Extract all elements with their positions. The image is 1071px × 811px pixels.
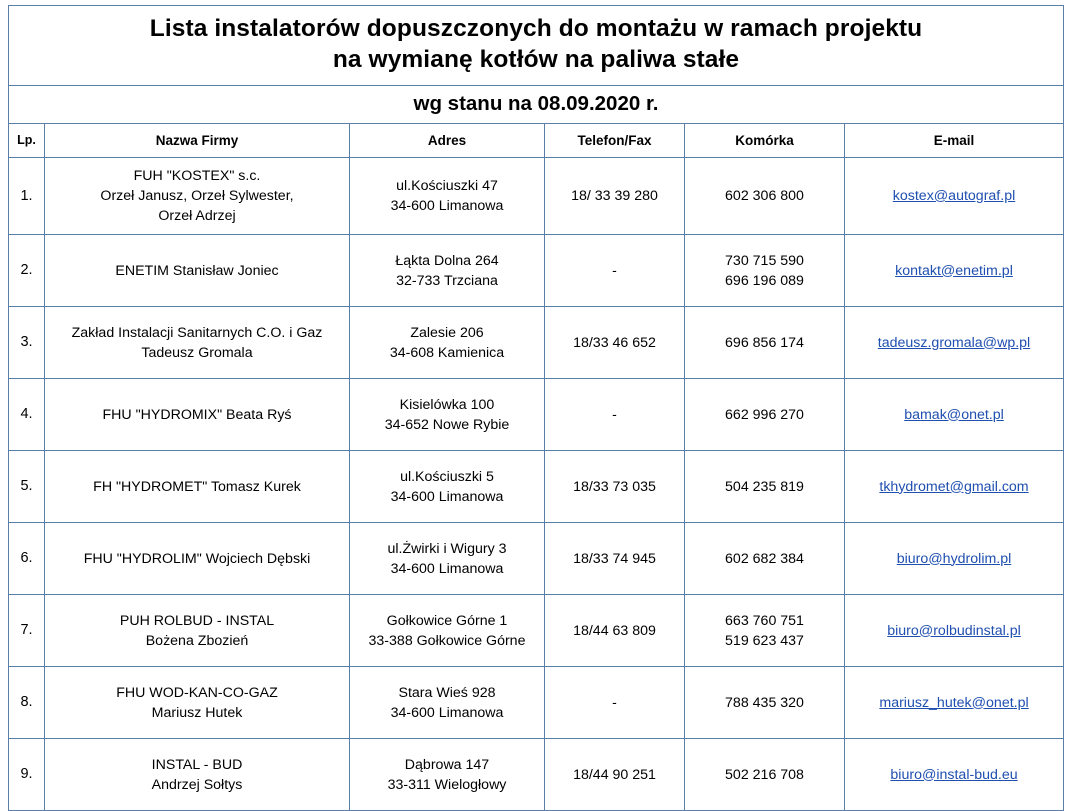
- row-name-line: INSTAL - BUD: [151, 756, 243, 773]
- row-email: [845, 379, 1064, 451]
- row-lp: 2.: [9, 235, 45, 307]
- row-mobile-line: 696 196 089: [725, 272, 804, 289]
- row-name-line: FH "HYDROMET" Tomasz Kurek: [93, 478, 301, 495]
- row-phone-line: 18/33 74 945: [573, 550, 656, 567]
- row-address-line: Dąbrowa 147: [404, 756, 490, 773]
- email-link[interactable]: biuro@instal-bud.eu: [890, 766, 1018, 783]
- email-link[interactable]: bamak@onet.pl: [904, 406, 1004, 423]
- email-link[interactable]: biuro@hydrolim.pl: [896, 550, 1012, 567]
- document-title: [9, 6, 1064, 86]
- row-email: [845, 667, 1064, 739]
- row-address: [350, 451, 545, 523]
- table-row: [9, 595, 1064, 667]
- row-name: [45, 667, 350, 739]
- row-phone: [545, 235, 685, 307]
- row-name: [45, 595, 350, 667]
- row-lp: 9.: [9, 739, 45, 811]
- row-phone-line: 18/33 46 652: [573, 334, 656, 351]
- row-lp: 1.: [9, 157, 45, 234]
- row-address-line: Łąkta Dolna 264: [395, 252, 499, 269]
- row-name: [45, 451, 350, 523]
- row-address-line: Zalesie 206: [410, 324, 484, 341]
- row-mobile-line: 519 623 437: [725, 632, 804, 649]
- table-row: [9, 307, 1064, 379]
- column-header-mobile: Komórka: [685, 123, 845, 157]
- row-mobile-line: 788 435 320: [725, 694, 804, 711]
- row-name-line: FHU WOD-KAN-CO-GAZ: [116, 684, 278, 701]
- row-mobile-line: 663 760 751: [725, 612, 804, 629]
- row-mobile: [685, 379, 845, 451]
- column-header-address: Adres: [350, 123, 545, 157]
- row-email: [845, 157, 1064, 234]
- row-name-line: Bożena Zbozień: [145, 632, 249, 649]
- row-mobile-line: 504 235 819: [725, 478, 804, 495]
- row-phone-line: -: [612, 261, 617, 278]
- row-phone: [545, 157, 685, 234]
- row-mobile-line: 696 856 174: [725, 334, 804, 351]
- row-lp: 3.: [9, 307, 45, 379]
- table-row: [9, 739, 1064, 811]
- row-address-line: 32-733 Trzciana: [396, 272, 498, 289]
- row-email: [845, 235, 1064, 307]
- row-address-line: 34-600 Limanowa: [390, 704, 504, 721]
- row-name-line: FHU "HYDROLIM" Wojciech Dębski: [83, 550, 311, 567]
- row-name-line: Mariusz Hutek: [151, 704, 243, 721]
- table-row: [9, 667, 1064, 739]
- row-phone: [545, 739, 685, 811]
- row-name-line: FHU "HYDROMIX" Beata Ryś: [102, 406, 292, 423]
- column-header-phone: Telefon/Fax: [545, 123, 685, 157]
- row-name-line: Tadeusz Gromala: [141, 344, 253, 361]
- column-header-name: Nazwa Firmy: [45, 123, 350, 157]
- row-address-line: 34-600 Limanowa: [390, 488, 504, 505]
- row-address-line: Kisielówka 100: [399, 396, 495, 413]
- row-address: [350, 667, 545, 739]
- title-row: [9, 6, 1064, 86]
- row-phone-line: -: [612, 405, 617, 422]
- row-name: [45, 379, 350, 451]
- row-name: [45, 739, 350, 811]
- row-email: [845, 523, 1064, 595]
- table-row: [9, 451, 1064, 523]
- column-header-lp: Lp.: [9, 123, 45, 157]
- email-link[interactable]: kostex@autograf.pl: [892, 187, 1016, 204]
- row-name-line: FUH "KOSTEX" s.c.: [133, 167, 261, 184]
- row-name-line: Andrzej Sołtys: [151, 776, 243, 793]
- row-address-line: 34-600 Limanowa: [390, 197, 504, 214]
- row-lp: 8.: [9, 667, 45, 739]
- row-address: [350, 595, 545, 667]
- table-row: [9, 235, 1064, 307]
- row-phone-line: 18/44 63 809: [573, 622, 656, 639]
- row-lp: 5.: [9, 451, 45, 523]
- table-row: [9, 157, 1064, 234]
- row-name: [45, 235, 350, 307]
- row-lp: 4.: [9, 379, 45, 451]
- row-mobile-line: 662 996 270: [725, 406, 804, 423]
- row-name-line: ENETIM Stanisław Joniec: [115, 262, 279, 279]
- row-mobile-line: 730 715 590: [725, 252, 804, 269]
- row-address: [350, 739, 545, 811]
- installers-table: [8, 5, 1064, 811]
- row-lp: 6.: [9, 523, 45, 595]
- row-phone: [545, 667, 685, 739]
- row-phone-line: 18/44 90 251: [573, 766, 656, 783]
- row-address: [350, 157, 545, 234]
- row-name-line: Zakład Instalacji Sanitarnych C.O. i Gaz: [71, 324, 323, 341]
- document-subtitle: wg stanu na 08.09.2020 r.: [9, 85, 1064, 123]
- subtitle-row: [9, 85, 1064, 123]
- email-link[interactable]: tkhydromet@gmail.com: [879, 478, 1029, 495]
- email-link[interactable]: tadeusz.gromala@wp.pl: [877, 334, 1031, 351]
- row-address: [350, 379, 545, 451]
- row-phone: [545, 307, 685, 379]
- row-address: [350, 523, 545, 595]
- row-address-line: ul.Żwirki i Wigury 3: [387, 540, 507, 557]
- header-row: [9, 123, 1064, 157]
- row-name-line: PUH ROLBUD - INSTAL: [119, 612, 275, 629]
- row-phone-line: 18/ 33 39 280: [571, 187, 658, 204]
- row-address-line: ul.Kościuszki 5: [400, 468, 494, 485]
- row-address-line: Gołkowice Górne 1: [386, 612, 508, 629]
- row-email: [845, 595, 1064, 667]
- row-name: [45, 157, 350, 234]
- row-mobile: [685, 451, 845, 523]
- row-mobile: [685, 307, 845, 379]
- email-link[interactable]: kontakt@enetim.pl: [895, 262, 1013, 279]
- row-address-line: 34-652 Nowe Rybie: [384, 416, 510, 433]
- row-mobile: [685, 739, 845, 811]
- table-body: [9, 6, 1064, 811]
- row-name: [45, 307, 350, 379]
- column-header-email: E-mail: [845, 123, 1064, 157]
- row-mobile-line: 602 306 800: [725, 187, 804, 204]
- row-phone: [545, 595, 685, 667]
- row-name: [45, 523, 350, 595]
- row-mobile: [685, 235, 845, 307]
- row-phone: [545, 379, 685, 451]
- table-row: [9, 379, 1064, 451]
- email-link[interactable]: mariusz_hutek@onet.pl: [879, 694, 1029, 711]
- row-mobile-line: 502 216 708: [725, 766, 804, 783]
- row-email: [845, 307, 1064, 379]
- row-mobile: [685, 157, 845, 234]
- row-address: [350, 307, 545, 379]
- title-line-2: na wymianę kotłów na paliwa stałe: [332, 46, 740, 74]
- row-phone-line: 18/33 73 035: [573, 478, 656, 495]
- row-mobile: [685, 595, 845, 667]
- row-address-line: ul.Kościuszki 47: [396, 177, 498, 194]
- table-row: [9, 523, 1064, 595]
- row-address-line: Stara Wieś 928: [398, 684, 496, 701]
- document-page: [0, 5, 1071, 793]
- row-address-line: 34-608 Kamienica: [389, 344, 505, 361]
- row-phone: [545, 451, 685, 523]
- row-name-line: Orzeł Adrzej: [158, 208, 236, 225]
- row-address: [350, 235, 545, 307]
- row-name-line: Orzeł Janusz, Orzeł Sylwester,: [100, 187, 294, 204]
- row-email: [845, 739, 1064, 811]
- row-phone-line: -: [612, 693, 617, 710]
- row-address-line: 33-311 Wielogłowy: [387, 776, 507, 793]
- email-link[interactable]: biuro@rolbudinstal.pl: [887, 622, 1021, 639]
- row-email: [845, 451, 1064, 523]
- row-address-line: 33-388 Gołkowice Górne: [368, 632, 526, 649]
- title-line-1: Lista instalatorów dopuszczonych do montażu w ramach projektu: [149, 15, 923, 42]
- row-mobile: [685, 667, 845, 739]
- row-phone: [545, 523, 685, 595]
- row-lp: 7.: [9, 595, 45, 667]
- row-mobile: [685, 523, 845, 595]
- row-address-line: 34-600 Limanowa: [390, 560, 504, 577]
- row-mobile-line: 602 682 384: [725, 550, 804, 567]
